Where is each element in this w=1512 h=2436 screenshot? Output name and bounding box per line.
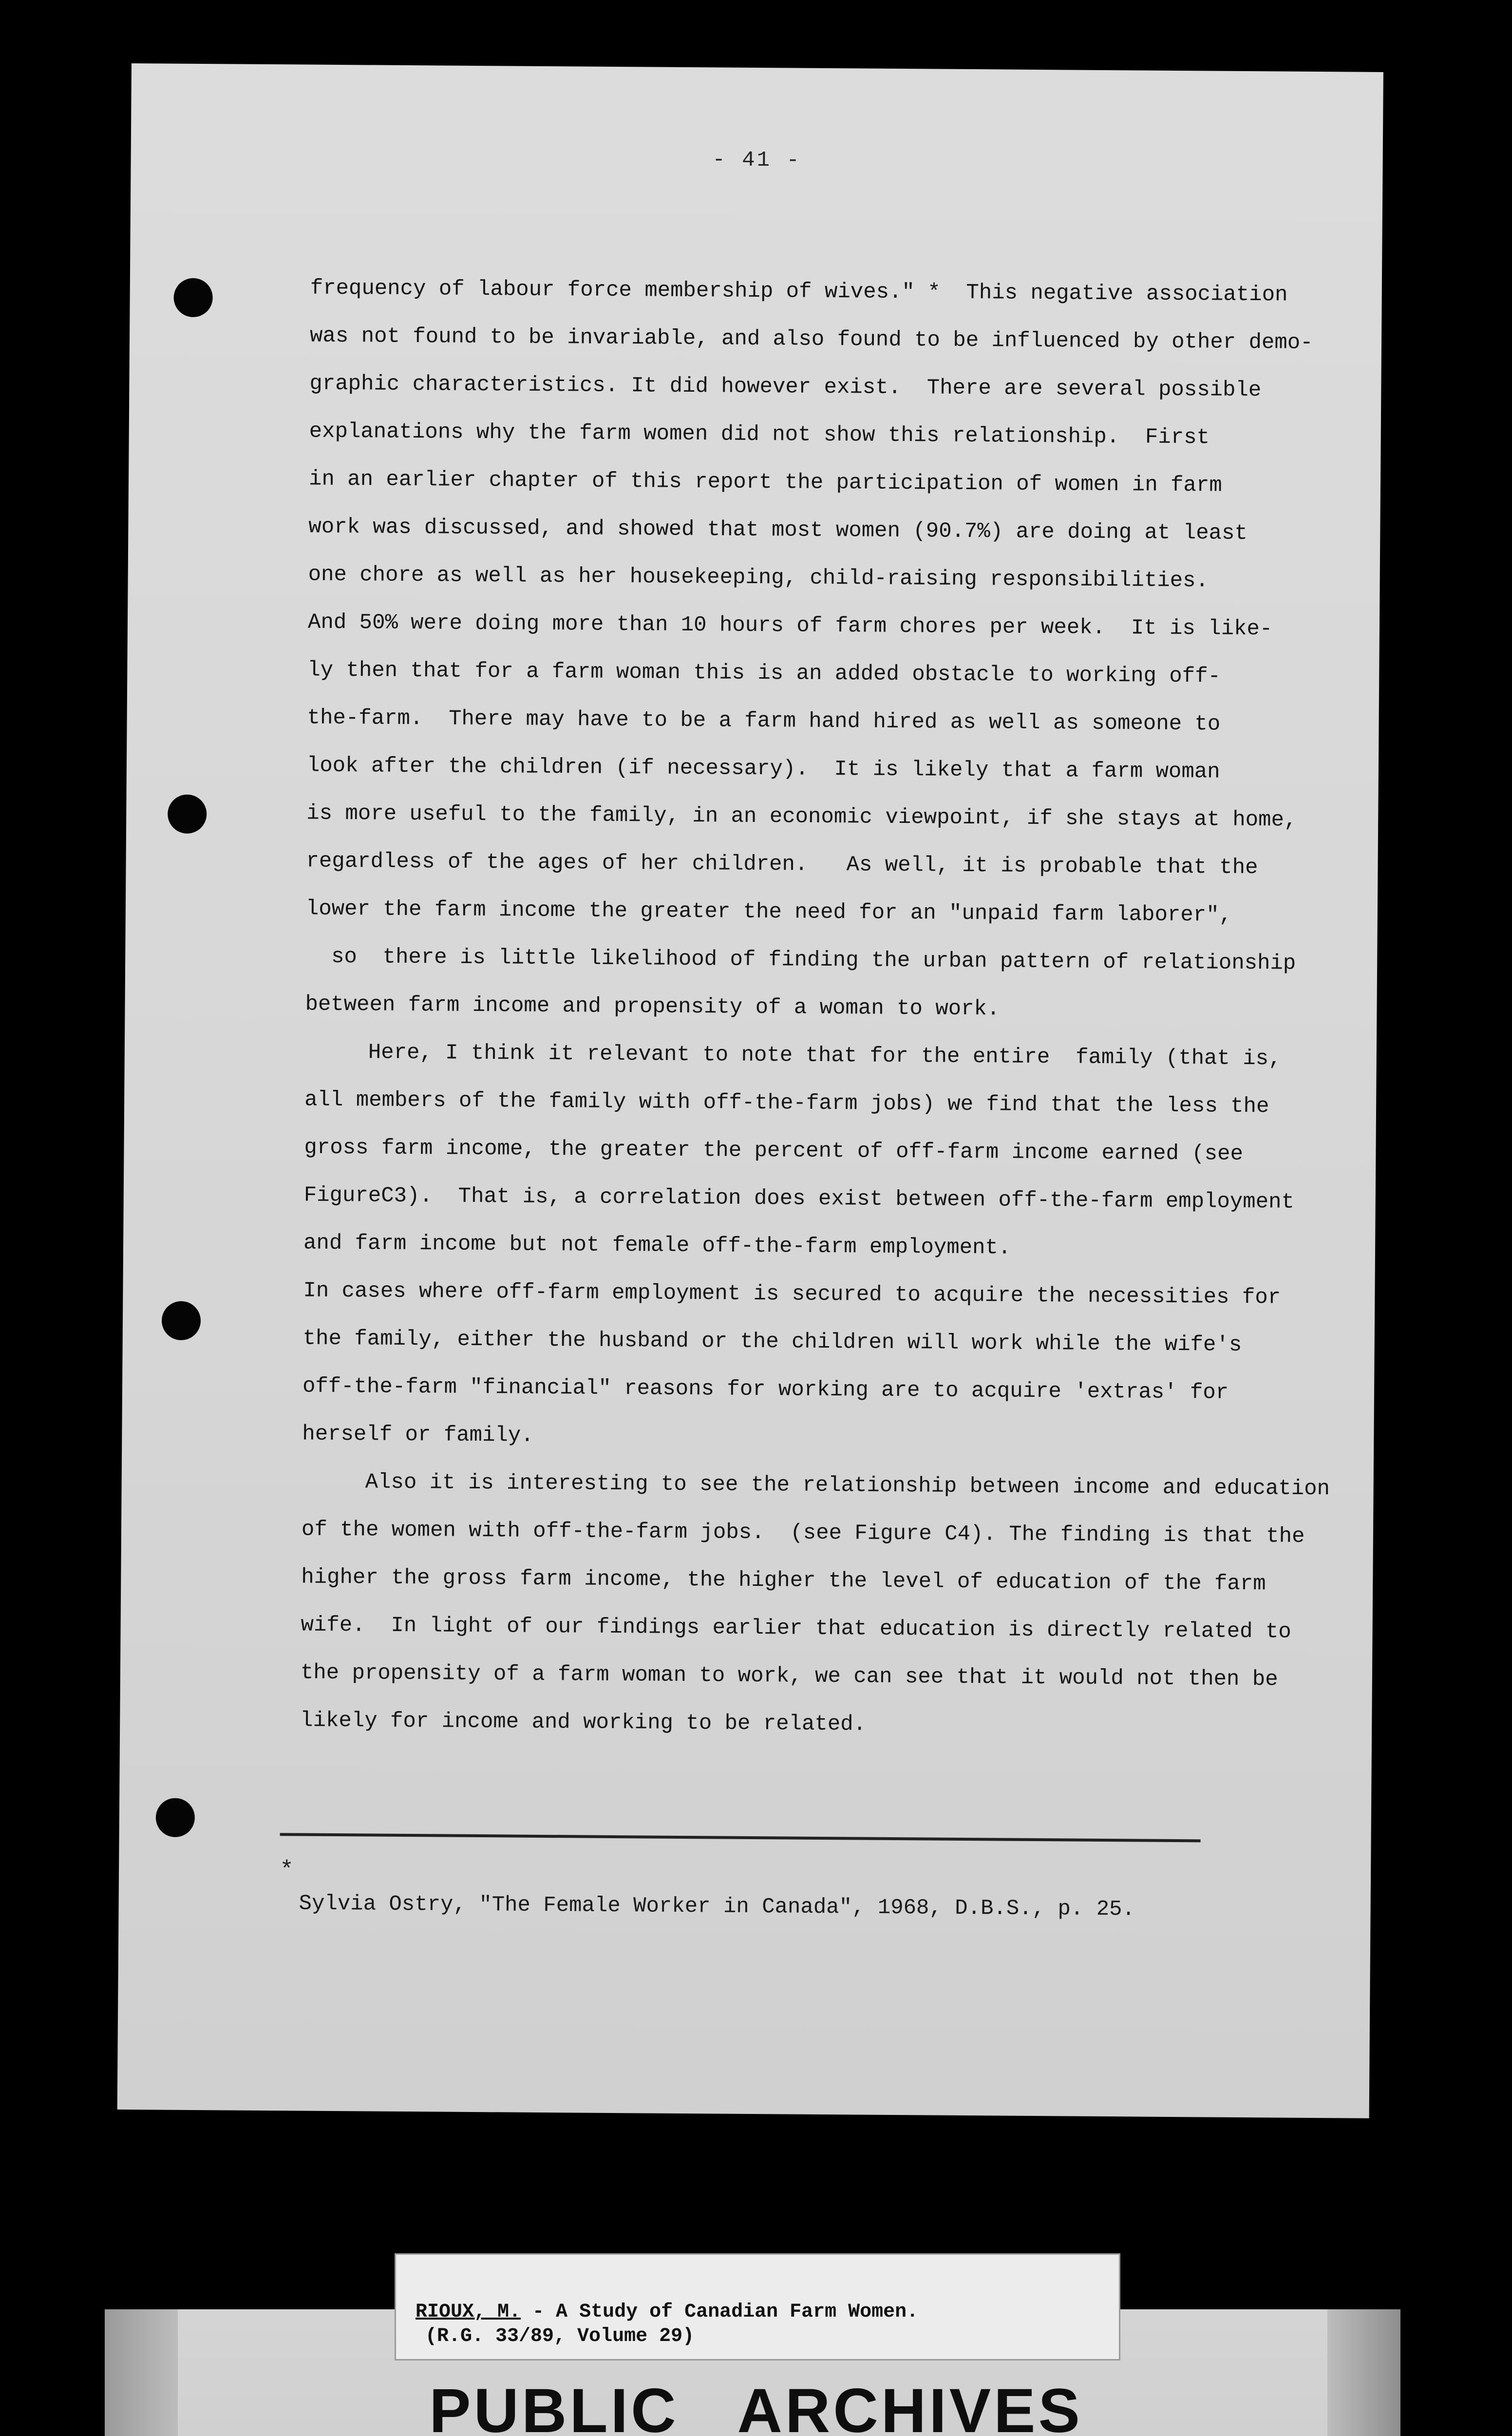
text-line: work was discussed, and showed that most women (90.7%) are doing at least — [308, 514, 1248, 546]
reference-title: - A Study of Canadian Farm Women. — [521, 2301, 919, 2323]
text-line: the family, either the husband or the children will work while the wife's — [302, 1326, 1242, 1357]
reference-author: RIOUX, M. — [416, 2301, 521, 2323]
text-line: of the women with off-the-farm jobs. (see Figure C4). The finding is that the — [301, 1517, 1305, 1549]
text-line: the propensity of a farm woman to work, we can see that it would not then be — [300, 1660, 1278, 1692]
text-line: likely for income and working to be related. — [300, 1708, 867, 1737]
punch-hole-2 — [168, 795, 207, 834]
text-line: look after the children (if necessary). It is likely that a farm woman — [306, 753, 1220, 784]
footnote-text: Sylvia Ostry, "The Female Worker in Canada", 1968, D.B.S., p. 25. — [299, 1891, 1135, 1922]
page-number: - 41 - — [712, 148, 802, 173]
archive-heading-english: PUBLIC ARCHIVES — [429, 2376, 1083, 2436]
reference-title-line — [416, 2301, 918, 2323]
text-line: all members of the family with off-the-farm jobs) we find that the less the — [304, 1087, 1269, 1119]
text-line: frequency of labour force membership of wives." * This negative association — [310, 276, 1288, 307]
text-line: between farm income and propensity of a woman to work. — [305, 992, 1000, 1022]
text-line: Also it is interesting to see the relationship between income and education — [365, 1470, 1330, 1502]
text-line: In cases where off-farm employment is secured to acquire the necessities for — [303, 1278, 1281, 1310]
text-line: herself or family. — [302, 1422, 534, 1448]
text-line: off-the-farm "financial" reasons for working are to acquire 'extras' for — [302, 1374, 1229, 1405]
text-line: is more useful to the family, in an economic viewpoint, if she stays at home, — [306, 801, 1297, 833]
text-line: Here, I think it relevant to note that for the entire family (that is, — [368, 1040, 1282, 1071]
footnote-divider — [280, 1833, 1201, 1842]
text-line: graphic characteristics. It did however exist. There are several possible — [309, 371, 1262, 403]
document-page — [117, 63, 1383, 2118]
text-line: FigureC3). That is, a correlation does exist between off-the-farm employment — [303, 1183, 1295, 1215]
text-line: so there is little likelihood of finding the urban pattern of relationship — [305, 944, 1296, 976]
text-line: regardless of the ages of her children. As well, it is probable that the — [306, 849, 1258, 880]
text-line: And 50% were doing more than 10 hours of farm chores per week. It is like- — [307, 610, 1273, 642]
reference-volume: (R.G. 33/89, Volume 29) — [425, 2325, 695, 2347]
footnote-marker: * — [279, 1857, 294, 1884]
text-line: higher the gross farm income, the higher the level of education of the farm — [301, 1565, 1266, 1597]
text-line: wife. In light of our findings earlier that education is directly related to — [301, 1613, 1291, 1644]
text-line: one chore as well as her housekeeping, child-raising responsibilities. — [308, 562, 1209, 593]
punch-hole-4 — [156, 1798, 195, 1837]
text-line: ly then that for a farm woman this is an added obstacle to working off- — [307, 658, 1221, 689]
text-line: explanations why the farm women did not show this relationship. First — [309, 419, 1210, 450]
punch-hole-1 — [173, 278, 213, 318]
text-line: the-farm. There may have to be a farm hand hired as well as someone to — [307, 705, 1221, 737]
text-line: and farm income but not female off-the-farm employment. — [303, 1231, 1011, 1260]
reference-label — [395, 2253, 1120, 2360]
body-text — [300, 265, 1330, 1751]
punch-hole-3 — [162, 1301, 201, 1340]
text-line: was not found to be invariable, and also found to be influenced by other demo- — [309, 324, 1313, 355]
text-line: lower the farm income the greater the need for an "unpaid farm laborer", — [305, 896, 1232, 928]
text-line: gross farm income, the greater the percent of off-farm income earned (see — [304, 1135, 1244, 1166]
text-line: in an earlier chapter of this report the participation of women in farm — [308, 467, 1222, 498]
